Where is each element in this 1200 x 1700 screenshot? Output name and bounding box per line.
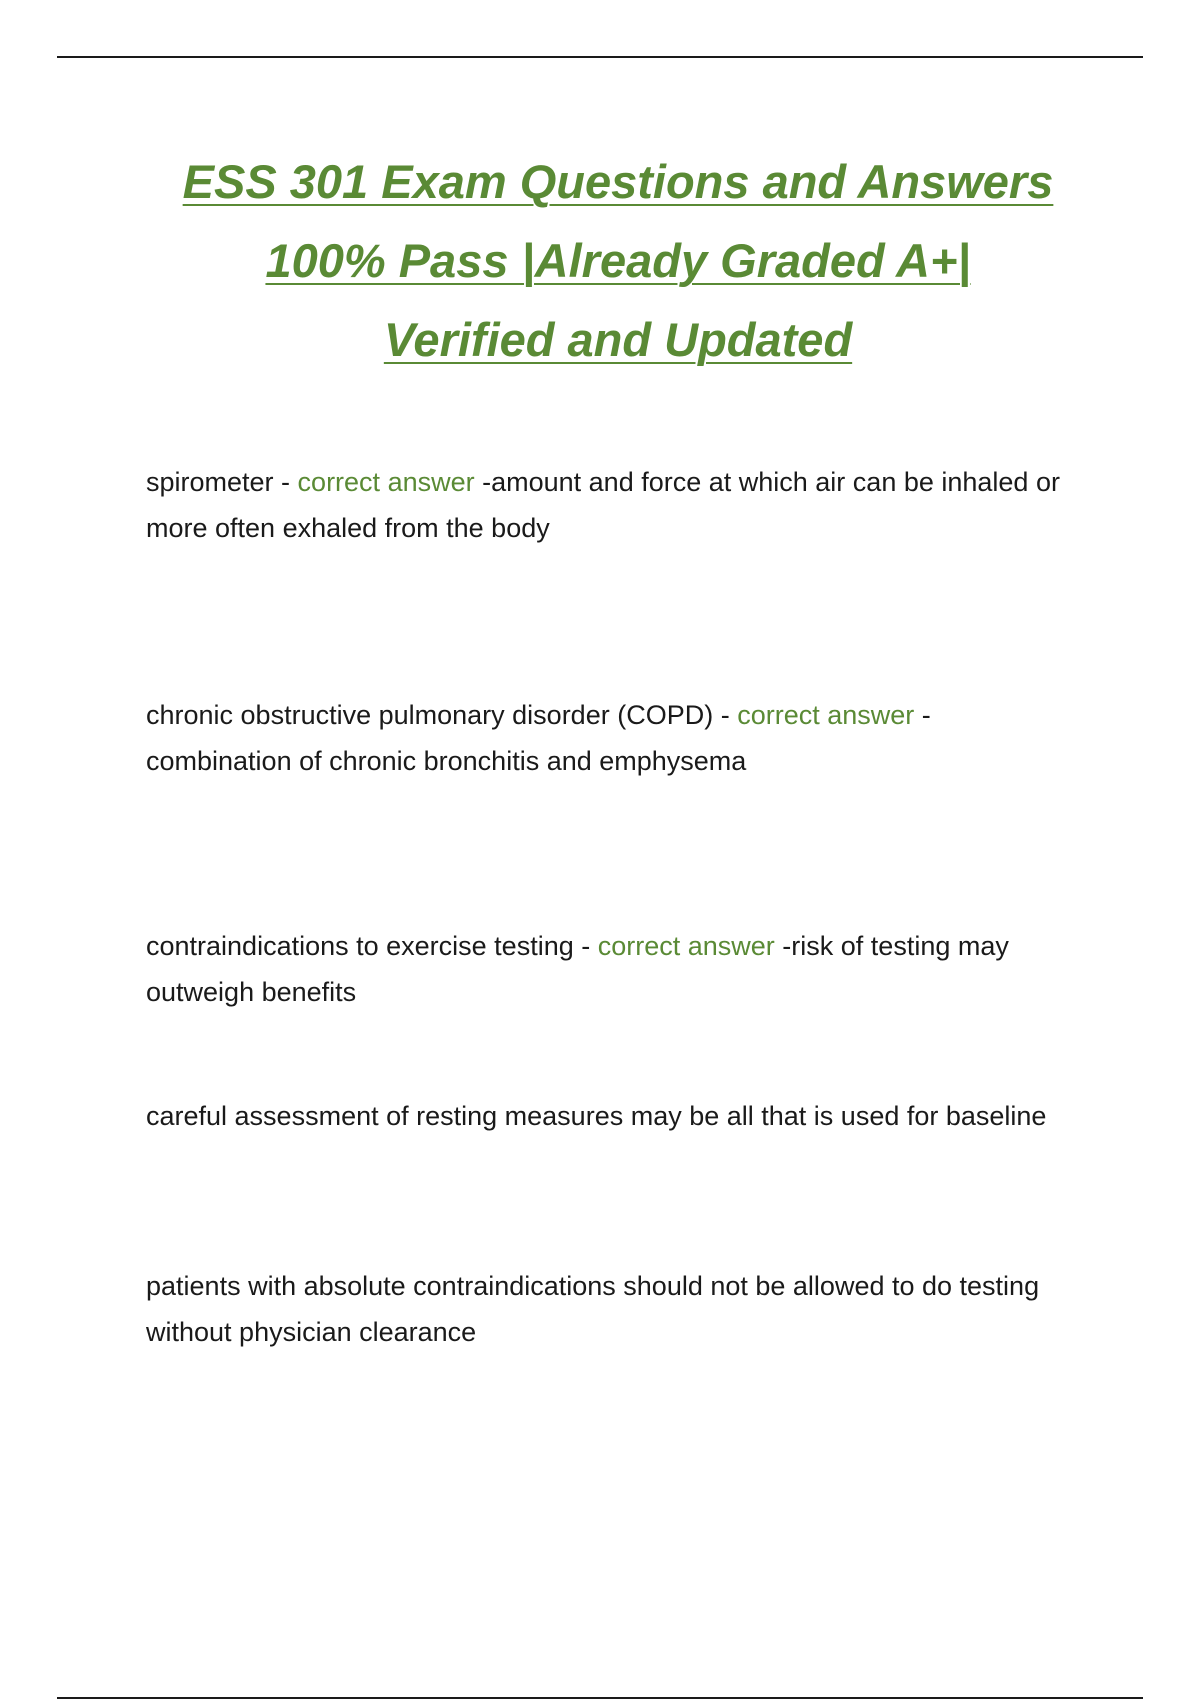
qa-entry-spirometer — [146, 459, 1076, 551]
entry-term: chronic obstructive pulmonary disorder (COPD) — [146, 700, 714, 730]
entry-term: contraindications to exercise testing — [146, 931, 574, 961]
note-physician-clearance: patients with absolute contraindications should not be allowed to do testing without physician clearance — [146, 1271, 1040, 1347]
entry-separator: - — [914, 700, 931, 730]
top-rule — [57, 56, 1143, 58]
entry-separator: - — [774, 931, 792, 961]
title-line-3: Verified and Updated — [383, 313, 853, 366]
entry-separator: - — [573, 931, 598, 961]
entry-separator: - — [273, 467, 298, 497]
correct-answer-label: correct answer — [297, 467, 475, 497]
correct-answer-label: correct answer — [737, 700, 915, 730]
document-title — [120, 142, 1116, 379]
entry-definition: risk of testing may outweigh benefits — [146, 931, 1009, 1007]
qa-entry-contraindications — [146, 923, 1076, 1015]
entry-definition: combination of chronic bronchitis and emphysema — [146, 746, 747, 776]
entry-separator: - — [474, 467, 492, 497]
note-resting-measures: careful assessment of resting measures may be all that is used for baseline — [146, 1101, 1047, 1131]
bottom-rule — [57, 1697, 1143, 1699]
title-line-2: 100% Pass |Already Graded A+| — [265, 234, 971, 287]
entry-separator: - — [713, 700, 738, 730]
entry-definition: amount and force at which air can be inhaled or more often exhaled from the body — [146, 467, 1060, 543]
qa-entry-copd — [146, 692, 1076, 784]
correct-answer-label: correct answer — [597, 931, 775, 961]
entry-term: spirometer — [146, 467, 274, 497]
title-line-1: ESS 301 Exam Questions and Answers — [182, 155, 1054, 208]
